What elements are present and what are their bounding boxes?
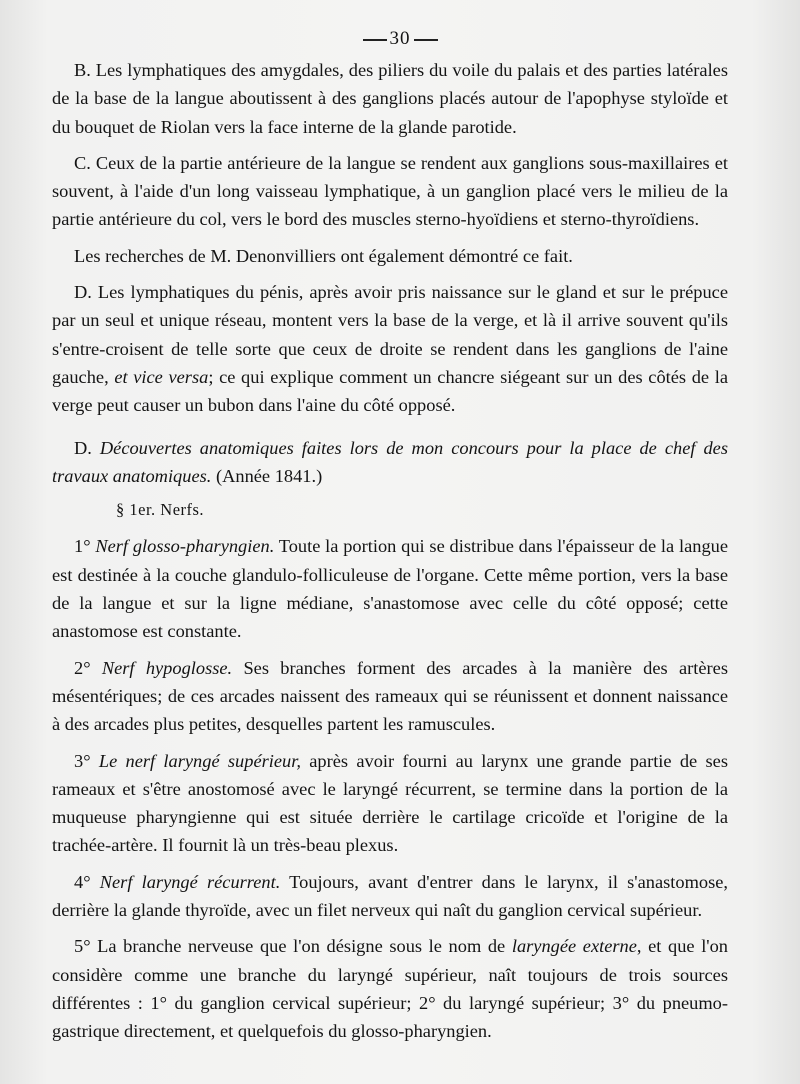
paragraph-d1-text-end: ; ce qui explique comment un chancre siégeant sur un des côtés de la verge peut causer un bubon dans l'aine du côté opposé. — [52, 366, 728, 416]
paragraph-nerf-1 — [52, 532, 728, 645]
header-dash-left — [363, 39, 387, 41]
nerf-2-label: 2° — [74, 657, 102, 678]
paragraph-nerf-4 — [52, 868, 728, 925]
header-dash-right — [414, 39, 438, 41]
paragraph-d2-label: D. — [74, 437, 100, 458]
page-header — [0, 28, 800, 50]
nerf-4-label: 4° — [74, 871, 100, 892]
nerf-5-italic: laryngée externe — [511, 936, 637, 957]
paragraph-nerf-2 — [52, 654, 728, 739]
paragraph-nerf-5 — [52, 932, 728, 1045]
nerf-5-text: 5° La branche nerveuse que l'on désigne sous le nom de — [74, 936, 512, 957]
nerf-4-text: Toujours, avant d'entrer dans le larynx, il s'anastomose, derrière la glande thyroïde, avec un filet nerveux qui naît du ganglion cervical supérieur. — [52, 871, 728, 921]
paragraph-nerf-3 — [52, 747, 728, 860]
nerf-1-text: Toute la portion qui se distribue dans l'épaisseur de la langue est destinée à la couche glandulo-folliculeuse de l'organe. Cette même portion, vers la base de la langue et sur la ligne médiane, s'anastomose avec celle du côté opposé; cette anastomose est constante. — [52, 536, 729, 642]
paragraph-d2-year: (Année 1841.) — [211, 465, 323, 486]
nerf-4-title: Nerf laryngé récurrent. — [99, 871, 281, 892]
nerf-5-text-end: , et que l'on considère comme une branche du laryngé supérieur, naît toujours de trois sources différentes : 1° du ganglion cervical supérieur; 2° du laryngé supérieur; 3° du pneumo-gastrique directement, et quelquefois du glosso-pharyngien. — [52, 936, 729, 1042]
nerf-1-title: Nerf glosso-pharyngien. — [95, 536, 275, 557]
paragraph-d-decouvertes — [52, 434, 728, 491]
page-body — [52, 56, 728, 1046]
nerf-3-text: après avoir fourni au larynx une grande partie de ses rameaux et s'être anostomosé avec le laryngé récurrent, se termine dans la portion de la muqueuse pharyngienne qui est située derrière le cartilage cricoïde et l'origine de la trachée-artère. Il fournit là un très-beau plexus. — [52, 750, 728, 856]
nerf-3-label: 3° — [74, 750, 99, 771]
nerf-2-title: Nerf hypoglosse. — [101, 657, 233, 678]
paragraph-d1-italic: et vice versa — [114, 366, 209, 387]
page-number: 30 — [389, 28, 411, 49]
nerf-3-title: Le nerf laryngé supérieur, — [98, 750, 301, 771]
paragraph-d1-text: D. Les lymphatiques du pénis, après avoir pris naissance sur le gland et sur le prépuce par un seul et unique réseau, montent vers la base de la verge, et là il arrive souvent qu'ils s'entre-croisent de telle sorte que ceux de droite se rendent dans les ganglions de l'aine gauche, — [52, 282, 728, 387]
paragraph-c: C. Ceux de la partie antérieure de la langue se rendent aux ganglions sous-maxillaires et souvent, à l'aide d'un long vaisseau lymphatique, à un ganglion placé vers le milieu de la partie antérieure du col, vers le bord des muscles sterno-hyoïdiens et sterno-thyroïdiens. — [52, 152, 728, 230]
nerf-2-text: Ses branches forment des arcades à la manière des artères mésentériques; de ces arcades naissent des rameaux qui se réunissent et donnent naissance à des arcades plus petites, desquelles partent les ramuscules. — [52, 657, 728, 735]
section-heading-nerfs: § 1er. Nerfs. — [116, 500, 205, 520]
paragraph-d2-italic: Découvertes anatomiques faites lors de mon concours pour la place de chef des travaux anatomiques. — [52, 437, 728, 486]
paragraph-d-lymphatiques — [52, 278, 728, 419]
nerf-1-label: 1° — [74, 536, 96, 557]
paragraph-b: B. Les lymphatiques des amygdales, des piliers du voile du palais et des parties latérales de la base de la langue aboutissent à des ganglions placés autour de l'apophyse styloïde et du bouquet de Riolan vers la face interne de la glande parotide. — [52, 60, 728, 137]
paragraph-denonvilliers: Les recherches de M. Denonvilliers ont également démontré ce fait. — [74, 245, 573, 266]
